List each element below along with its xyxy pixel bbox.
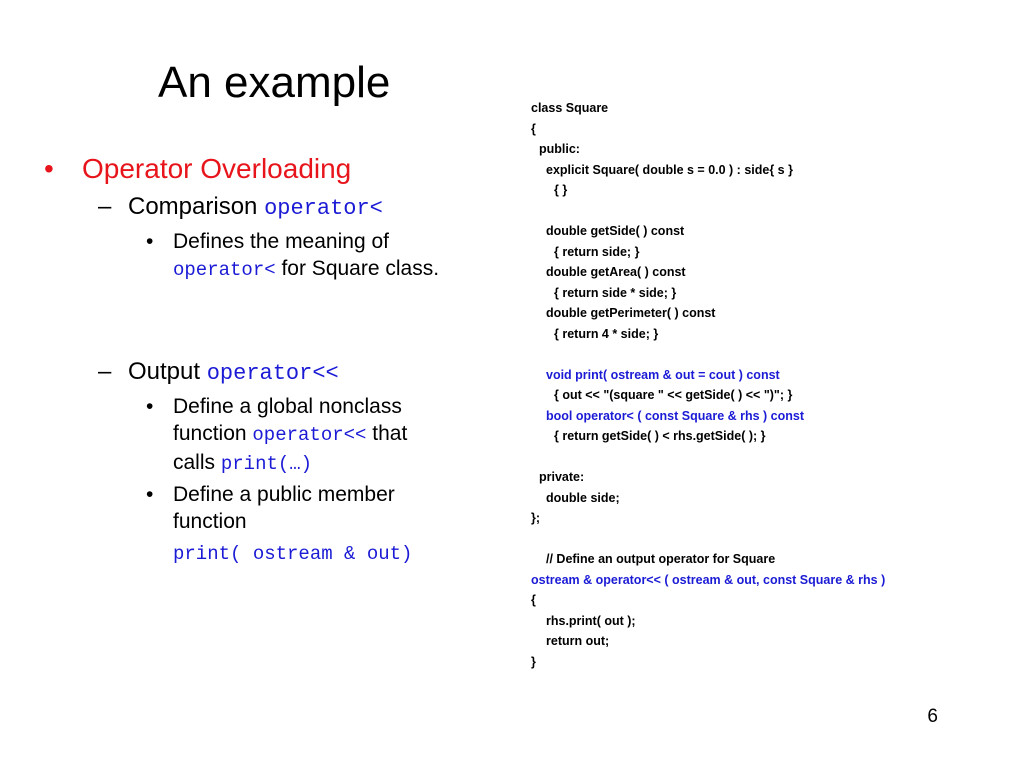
output-code: operator<< <box>206 361 339 386</box>
code-line: { <box>531 121 536 136</box>
code-line <box>531 529 885 550</box>
defines-text-2: for Square class. <box>281 257 440 280</box>
code-line: { return getSide( ) < rhs.getSide( ); } <box>554 429 766 443</box>
bullet-marker: • <box>44 153 54 184</box>
code-line: { return side * side; } <box>554 285 677 300</box>
defines-text-1: Defines the meaning of <box>173 230 389 253</box>
code-line: // Define an output operator for Square <box>546 552 776 566</box>
dash-marker: – <box>98 358 112 385</box>
code-line: double getSide( ) const <box>546 224 685 238</box>
code-line: void print( ostream & out = cout ) const <box>546 367 780 382</box>
bullet-marker: • <box>146 483 154 506</box>
member-code: print( ostream & out) <box>173 543 413 565</box>
code-line: { return 4 * side; } <box>554 326 659 341</box>
comparison-code: operator< <box>264 196 383 221</box>
code-line <box>531 344 885 365</box>
code-line: explicit Square( double s = 0.0 ) : side{ s } <box>546 162 793 177</box>
code-line: public: <box>539 142 580 156</box>
code-line: bool operator< ( const Square & rhs ) const <box>546 408 805 423</box>
defines-code: operator< <box>173 259 276 281</box>
page-number: 6 <box>927 706 938 727</box>
code-line: double getArea( ) const <box>546 265 686 279</box>
global-text-2: that calls <box>173 422 408 474</box>
member-text: Define a public member function <box>173 483 395 533</box>
code-line: double getPerimeter( ) const <box>546 306 716 320</box>
global-code-2: print(…) <box>220 453 313 475</box>
bullet-text: Operator Overloading <box>82 153 352 184</box>
code-line: rhs.print( out ); <box>546 613 636 628</box>
bullet-marker: • <box>146 395 154 418</box>
code-line: return out; <box>546 634 610 648</box>
global-code-1: operator<< <box>252 424 367 446</box>
code-line <box>531 201 885 222</box>
code-listing <box>531 98 885 672</box>
code-line: { <box>531 593 536 607</box>
code-line: private: <box>539 470 585 484</box>
code-line: { out << "(square " << getSide( ) << ")"; } <box>554 388 793 402</box>
code-line <box>531 447 885 468</box>
comparison-label: Comparison <box>128 193 258 220</box>
code-line: } <box>531 654 536 669</box>
slide-title: An example <box>158 58 391 107</box>
code-line: class Square <box>531 101 609 115</box>
bullet-marker: • <box>146 230 154 253</box>
global-text-1: Define a global nonclass function <box>173 395 402 445</box>
code-line: }; <box>531 511 541 525</box>
code-line: ostream & operator<< ( ostream & out, const Square & rhs ) <box>531 572 886 587</box>
dash-marker: – <box>98 193 112 220</box>
output-label: Output <box>128 358 201 385</box>
code-line: { } <box>554 183 568 197</box>
code-line: { return side; } <box>554 244 640 259</box>
code-line: double side; <box>546 490 620 505</box>
